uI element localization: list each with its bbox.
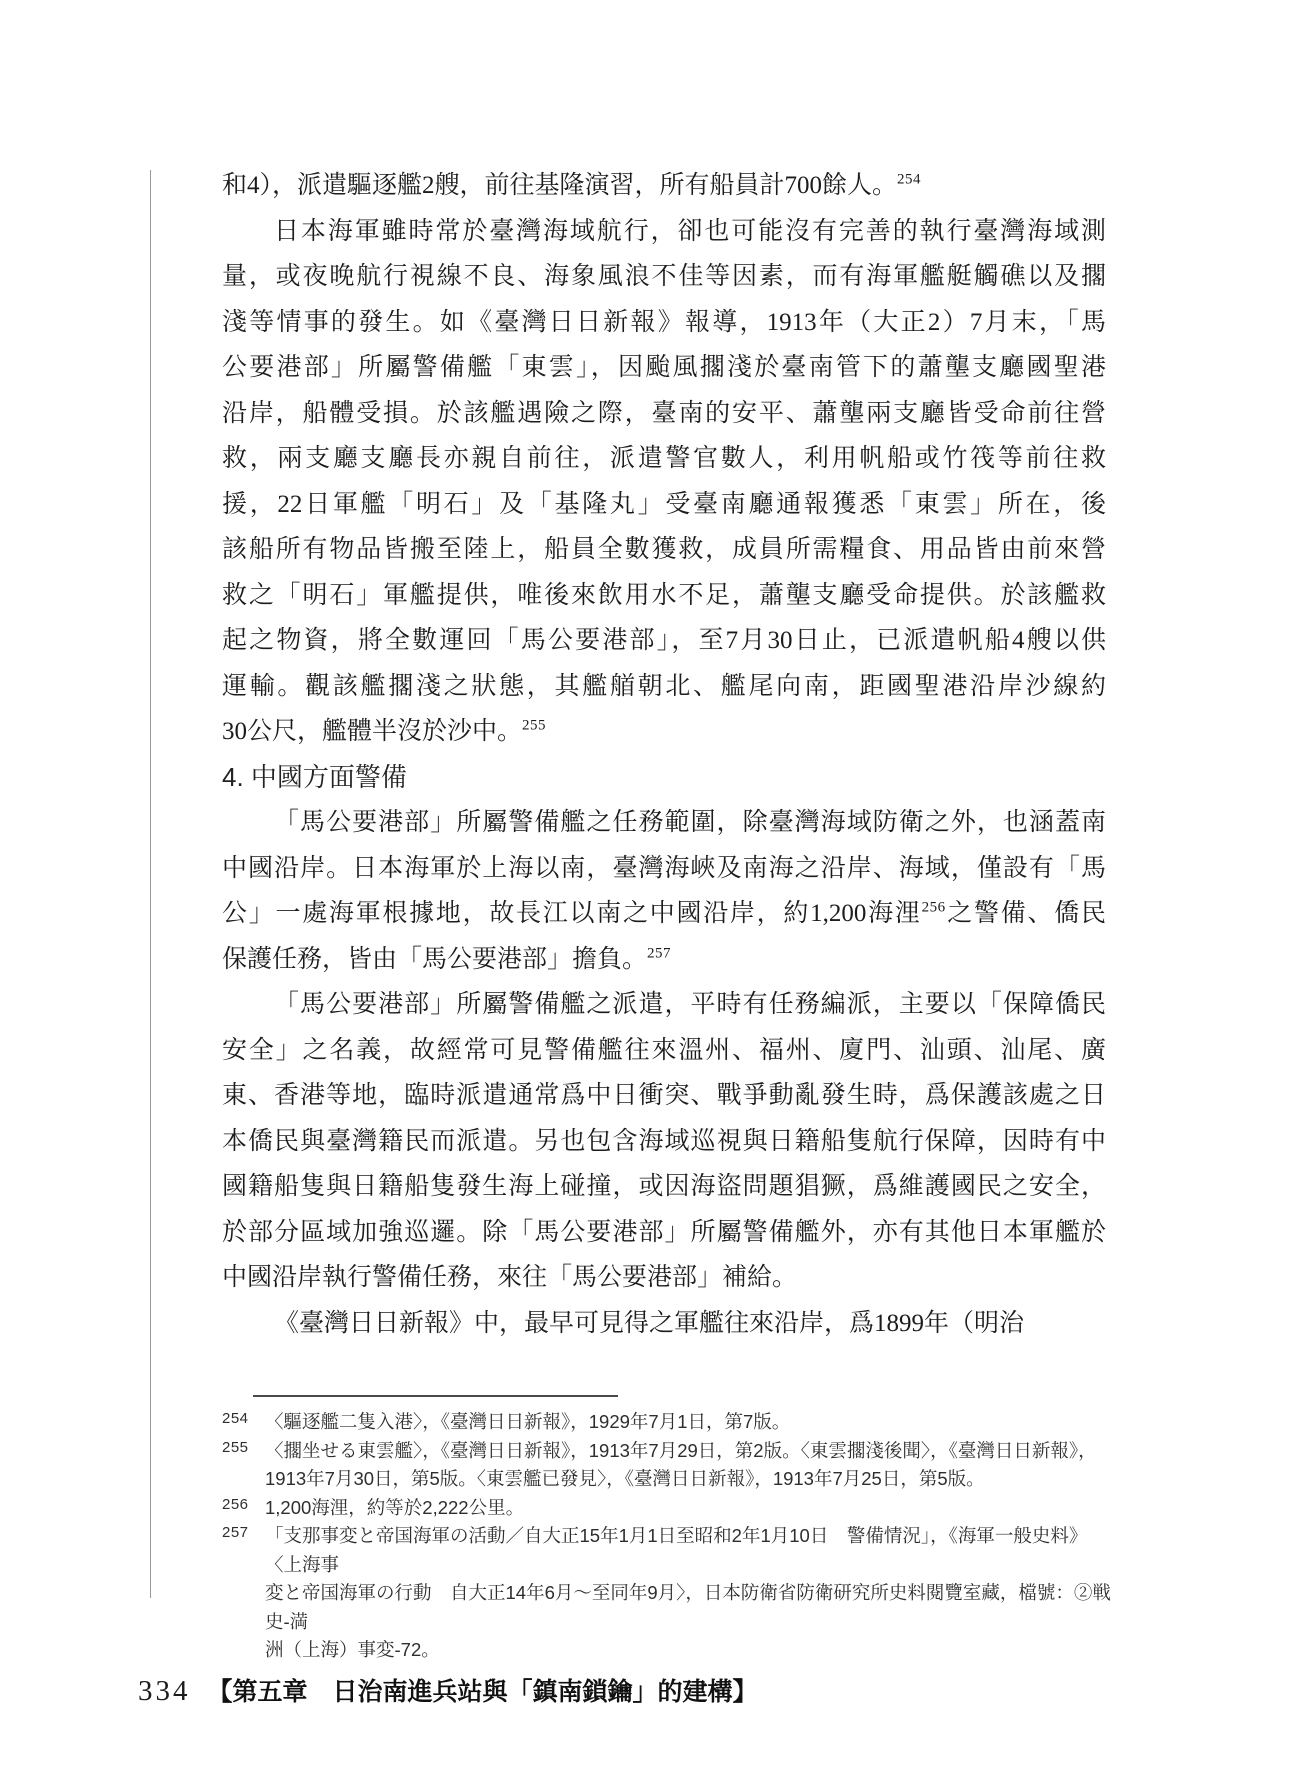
body-line <box>222 664 1106 710</box>
footnote-text <box>265 1522 1114 1665</box>
footnote-number: 254 <box>222 1410 249 1427</box>
body-line-text: 公」一處海軍根據地，故長江以南之中國沿岸，約1,200海浬 <box>222 900 922 927</box>
body-line-text: 和4），派遣驅逐艦2艘，前往基隆演習，所有船員計700餘人。 <box>222 172 898 199</box>
body-line <box>222 345 1106 391</box>
body-line-text: 4. 中國方面警備 <box>222 761 407 792</box>
footnote-line: 変と帝国海軍の行動 自大正14年6月～至同年9月〉，日本防衛省防衛研究所史料閱覽室藏，檔號：②戦史-満 <box>265 1582 1111 1632</box>
body-line <box>222 300 1106 346</box>
footnote-number: 257 <box>222 1524 249 1541</box>
body-line-text: 救之「明石」軍艦提供，唯後來飲用水不足，蕭壟支廳受命提供。於該艦救 <box>222 581 1106 609</box>
body-line <box>222 391 1106 437</box>
body-line-text: 中國沿岸。日本海軍於上海以南，臺灣海峽及南海之沿岸、海域，僅設有「馬 <box>222 854 1106 882</box>
footnote <box>222 1522 1114 1665</box>
footnote-ref: 254 <box>897 171 922 188</box>
footnote-ref: 257 <box>647 945 672 962</box>
footnote <box>222 1494 1114 1523</box>
body-line <box>222 937 1106 983</box>
body-line <box>222 891 1106 937</box>
footnote <box>222 1408 1114 1437</box>
body-line <box>222 846 1106 892</box>
body-line-text: 中國沿岸執行警備任務，來往「馬公要港部」補給。 <box>222 1264 798 1291</box>
body-lines <box>222 163 1106 1346</box>
body-line <box>222 1301 1106 1347</box>
body-line-text: 量，或夜晚航行視線不良、海象風浪不佳等因素，而有海軍艦艇觸礁以及擱 <box>222 263 1106 290</box>
body-line-text: 30公尺，艦體半沒於沙中。 <box>222 718 523 745</box>
footnote-line: 「支那事変と帝国海軍の活動／自大正15年1月1日至昭和2年1月10日 警備情況」，《海軍一般史料》〈上海事 <box>265 1525 1088 1575</box>
body-line <box>222 1073 1106 1119</box>
chapter-title: 【第五章 日治南進兵站與「鎮南鎖鑰」的建構】 <box>207 1679 758 1706</box>
footnote-line: 1913年7月30日，第5版。〈東雲艦已發見〉，《臺灣日日新報》，1913年7月25日，第5版。 <box>265 1468 985 1489</box>
body-line <box>222 163 1106 209</box>
body-line-text: 國籍船隻與日籍船隻發生海上碰撞，或因海盜問題猖獗，爲維護國民之安全， <box>222 1173 1106 1200</box>
footnote-ref: 255 <box>522 717 547 734</box>
footnote <box>222 1437 1114 1494</box>
body-line <box>222 709 1106 755</box>
margin-rule <box>150 170 151 1598</box>
footnote-line: 〈擱坐せる東雲艦〉，《臺灣日日新報》，1913年7月29日，第2版。〈東雲擱淺後聞〉，《臺灣日日新報》， <box>265 1439 1097 1461</box>
body-line <box>222 254 1106 300</box>
body-line <box>222 436 1106 482</box>
body-line-text: 淺等情事的發生。如《臺灣日日新報》報導，1913年（大正2）7月末，「馬 <box>222 308 1106 336</box>
body-line <box>222 1119 1106 1165</box>
body-line-text: 日本海軍雖時常於臺灣海域航行，卻也可能沒有完善的執行臺灣海域測 <box>274 217 1106 245</box>
body-line-text: 安全」之名義，故經常可見警備艦往來溫州、福州、廈門、汕頭、汕尾、廣 <box>222 1036 1106 1064</box>
body-line-text: 沿岸，船體受損。於該艦遇險之際，臺南的安平、蕭壟兩支廳皆受命前往營 <box>222 399 1106 427</box>
body-line <box>222 482 1106 528</box>
body-line <box>222 618 1106 664</box>
body-text <box>222 163 1106 1346</box>
footnote-line: 〈驅逐艦二隻入港〉，《臺灣日日新報》，1929年7月1日，第7版。 <box>265 1411 791 1432</box>
body-line-text: 之警備、僑民 <box>945 900 1106 927</box>
footnote-line: 1,200海浬，約等於2,222公里。 <box>265 1496 525 1518</box>
footnotes <box>222 1408 1114 1665</box>
footnote-text <box>265 1437 1114 1494</box>
section-heading <box>222 755 1106 801</box>
body-line <box>222 527 1106 573</box>
body-line <box>222 573 1106 619</box>
body-line-text: 運輸。觀該艦擱淺之狀態，其艦艏朝北、艦尾向南，距國聖港沿岸沙線約 <box>222 672 1106 700</box>
body-line-text: 於部分區域加強巡邏。除「馬公要港部」所屬警備艦外，亦有其他日本軍艦於 <box>222 1218 1106 1246</box>
body-line-text: 「馬公要港部」所屬警備艦之任務範圍，除臺灣海域防衛之外，也涵蓋南 <box>274 809 1106 836</box>
body-line-text: 該船所有物品皆搬至陸上，船員全數獲救，成員所需糧食、用品皆由前來營 <box>222 536 1106 563</box>
body-line-text: 「馬公要港部」所屬警備艦之派遣，平時有任務編派，主要以「保障僑民 <box>274 991 1106 1018</box>
body-line <box>222 1028 1106 1074</box>
footnote-text <box>265 1408 1114 1437</box>
body-line-text: 保護任務，皆由「馬公要港部」擔負。 <box>222 945 648 973</box>
body-line <box>222 209 1106 255</box>
page-footer <box>138 1672 758 1708</box>
body-line-text: 本僑民與臺灣籍民而派遣。另也包含海域巡視與日籍船隻航行保障，因時有中 <box>222 1127 1106 1155</box>
body-line <box>222 1255 1106 1301</box>
body-line-text: 東、香港等地，臨時派遣通常爲中日衝突、戰爭動亂發生時，爲保護該處之日 <box>222 1082 1106 1109</box>
body-line-text: 《臺灣日日新報》中，最早可見得之軍艦往來沿岸，爲1899年（明治 <box>274 1309 1025 1337</box>
footnote-separator <box>253 1395 618 1397</box>
body-line <box>222 800 1106 846</box>
body-line-text: 救，兩支廳支廳長亦親自前往，派遣警官數人，利用帆船或竹筏等前往救 <box>222 445 1106 472</box>
footnote-text <box>265 1494 1114 1523</box>
body-line-text: 起之物資，將全數運回「馬公要港部」，至7月30日止，已派遣帆船4艘以供 <box>222 627 1106 654</box>
body-line-text: 公要港部」所屬警備艦「東雲」，因颱風擱淺於臺南管下的蕭壟支廳國聖港 <box>222 354 1106 381</box>
body-line <box>222 982 1106 1028</box>
body-line <box>222 1164 1106 1210</box>
footnote-ref: 256 <box>921 899 946 916</box>
footnote-number: 256 <box>222 1495 249 1513</box>
footnote-number: 255 <box>222 1438 249 1456</box>
body-line <box>222 1210 1106 1256</box>
page-number: 334 <box>138 1675 191 1707</box>
body-line-text: 援，22日軍艦「明石」及「基隆丸」受臺南廳通報獲悉「東雲」所在，後 <box>222 490 1106 518</box>
footnote-line: 洲（上海）事変-72。 <box>265 1639 440 1660</box>
